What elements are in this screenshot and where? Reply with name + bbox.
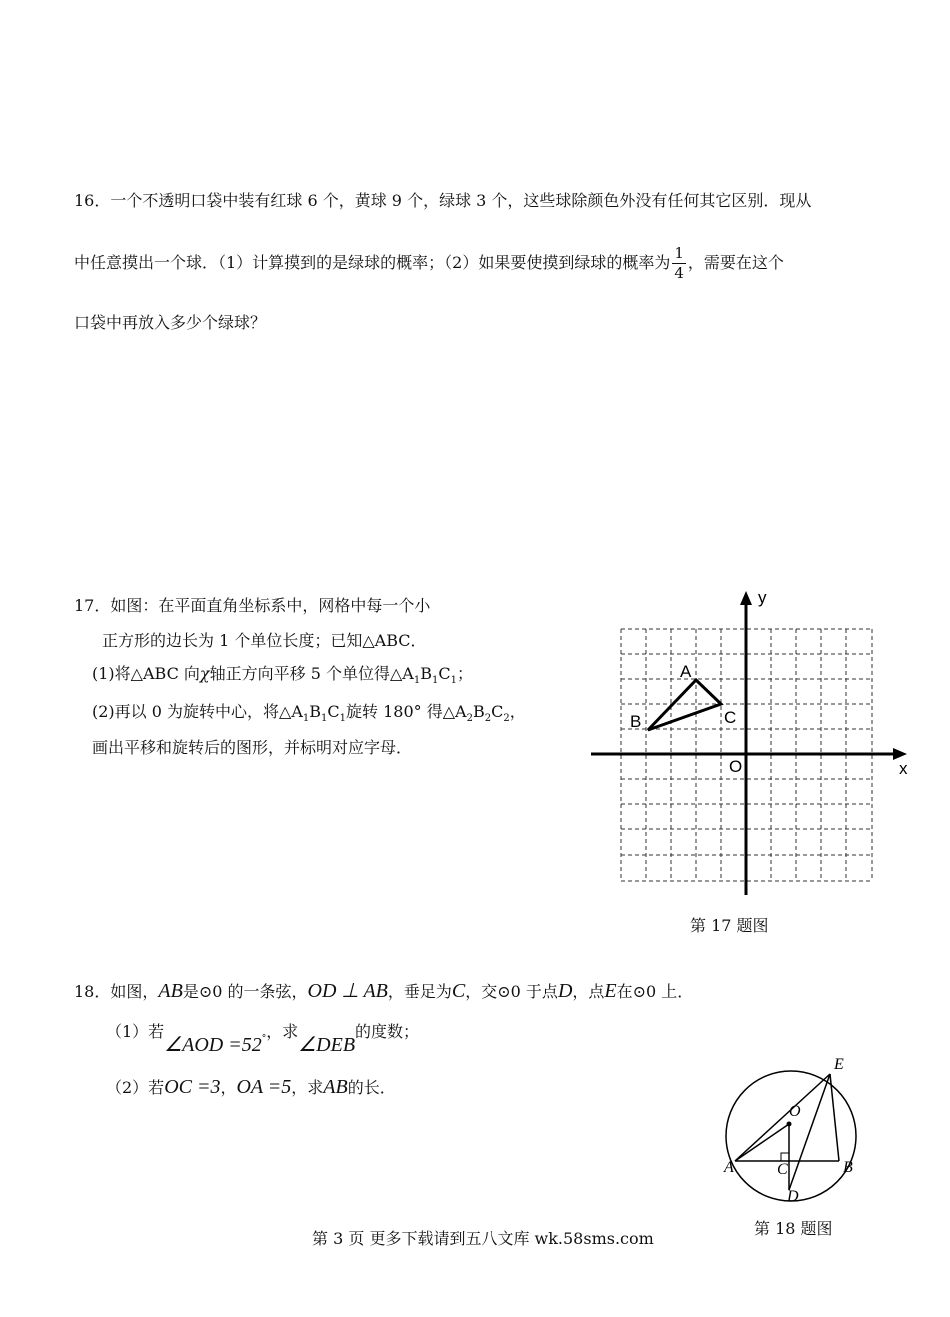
q17-line4-f: C <box>491 702 504 721</box>
q17-line4-a: (2)再以 0 为旋转中心，将△A <box>92 702 303 721</box>
label-e: E <box>834 1056 844 1073</box>
label-c: C <box>777 1161 788 1178</box>
q16-line1: 16．一个不透明口袋中装有红球 6 个，黄球 9 个，绿球 3 个，这些球除颜色外没有任何其它区别．现从 <box>74 191 812 210</box>
q17-line4-c: C <box>327 702 340 721</box>
q16-fraction <box>672 244 686 283</box>
q17-line4-g: ， <box>509 702 526 721</box>
q17-line4-d: 旋转 180° 得△A <box>346 702 467 721</box>
q18-ab-2: AB <box>323 1076 348 1098</box>
q18-line2 <box>106 1018 420 1056</box>
q16-frac-den: 4 <box>674 264 684 282</box>
q18-figure-caption: 第 18 题图 <box>754 1219 833 1238</box>
segment-ed <box>789 1074 830 1190</box>
q17-line1: 17．如图：在平面直角坐标系中，网格中每一个小 <box>74 596 431 615</box>
q17-line5: 画出平移和旋转后的图形，并标明对应字母． <box>92 738 413 757</box>
q17-line3 <box>92 661 473 686</box>
q18-line1 <box>74 978 693 1003</box>
triangle-abc <box>648 680 721 730</box>
label-d: D <box>787 1188 799 1205</box>
y-axis-label: y <box>758 588 767 607</box>
q17-line3-e: ； <box>456 664 473 683</box>
label-o: O <box>789 1103 801 1120</box>
q17-chi: χ <box>199 664 210 683</box>
q18-l1-d: ，交⊙0 于点 <box>465 982 558 1001</box>
q18-oc: OC =3 <box>164 1076 221 1098</box>
y-axis-arrow <box>740 591 752 605</box>
q18-line3 <box>106 1075 396 1099</box>
q17-figure-caption: 第 17 题图 <box>690 916 769 935</box>
q18-l3-c: ，求 <box>291 1078 324 1097</box>
q17-line4-e: B <box>472 702 485 721</box>
q17-sub2: 2 <box>466 713 473 725</box>
q16-frac-num: 1 <box>674 244 684 262</box>
q18-degree: ° <box>261 1033 267 1044</box>
q16-line2-a: 中任意摸出一个球．（1）计算摸到的是绿球的概率；（2）如果要使摸到绿球的概率为 <box>74 253 671 272</box>
q18-figure <box>715 1050 875 1210</box>
q18-l3-b: ， <box>220 1078 237 1097</box>
q18-l2-c: 的度数； <box>355 1022 420 1041</box>
q17-sub: 1 <box>339 713 347 725</box>
q17-line3-a: (1)将△ABC 向 <box>92 664 200 683</box>
q18-od-perp-ab: OD ⊥ AB <box>307 980 388 1002</box>
q18-l1-f: 在⊙0 上． <box>616 982 694 1001</box>
right-angle-mark <box>781 1153 789 1161</box>
q18-l3-d: 的长． <box>347 1078 396 1097</box>
q17-figure <box>585 585 915 905</box>
q17-sub: 1 <box>450 675 457 687</box>
point-a-label: A <box>680 662 692 681</box>
x-axis-label: x <box>899 759 908 778</box>
label-b: B <box>843 1159 853 1176</box>
q18-l1-b: 是⊙0 的一条弦， <box>182 982 308 1001</box>
label-a: A <box>724 1159 734 1176</box>
q18-d: D <box>557 980 573 1002</box>
q17-sub: 1 <box>302 713 310 725</box>
q18-ab: AB <box>158 980 183 1002</box>
q16-line2 <box>74 244 784 283</box>
q16-line3: 口袋中再放入多少个绿球？ <box>74 313 267 332</box>
q18-l1-c: ，垂足为 <box>387 982 452 1001</box>
q17-sub2: 2 <box>484 713 492 725</box>
page-footer: 第 3 页 更多下载请到五八文库 wk.58sms.com <box>312 1229 654 1248</box>
q18-l2-b: ，求 <box>266 1022 299 1041</box>
q17-sub: 1 <box>321 713 328 725</box>
q18-l1-a: 18．如图， <box>74 982 159 1001</box>
q16-line2-b: ，需要在这个 <box>687 253 784 272</box>
q18-oa: OA =5 <box>236 1076 292 1098</box>
q18-angle-deb: ∠DEB <box>298 1034 356 1056</box>
q17-sub2: 2 <box>503 713 510 725</box>
q18-c: C <box>451 980 466 1002</box>
q17-line3-b: 轴正方向平移 5 个单位得△A <box>209 664 414 683</box>
q18-e: E <box>604 980 617 1002</box>
q18-l1-e: ，点 <box>572 982 605 1001</box>
q17-line2: 正方形的边长为 1 个单位长度；已知△ABC． <box>102 631 427 650</box>
q18-angle-aod: ∠AOD =52 <box>164 1034 262 1056</box>
origin-label: O <box>729 757 743 776</box>
q18-l3-a: （2）若 <box>106 1078 165 1097</box>
q18-l2-a: （1）若 <box>106 1022 165 1041</box>
q17-line3-c: B <box>420 664 432 683</box>
point-c-label: C <box>724 708 737 727</box>
q17-sub: 1 <box>431 675 439 687</box>
center-dot <box>787 1122 792 1127</box>
q17-line3-d: C <box>438 664 451 683</box>
q17-line4 <box>92 699 526 724</box>
q17-line4-b: B <box>309 702 322 721</box>
q17-sub: 1 <box>413 675 421 687</box>
point-b-label: B <box>630 712 642 731</box>
